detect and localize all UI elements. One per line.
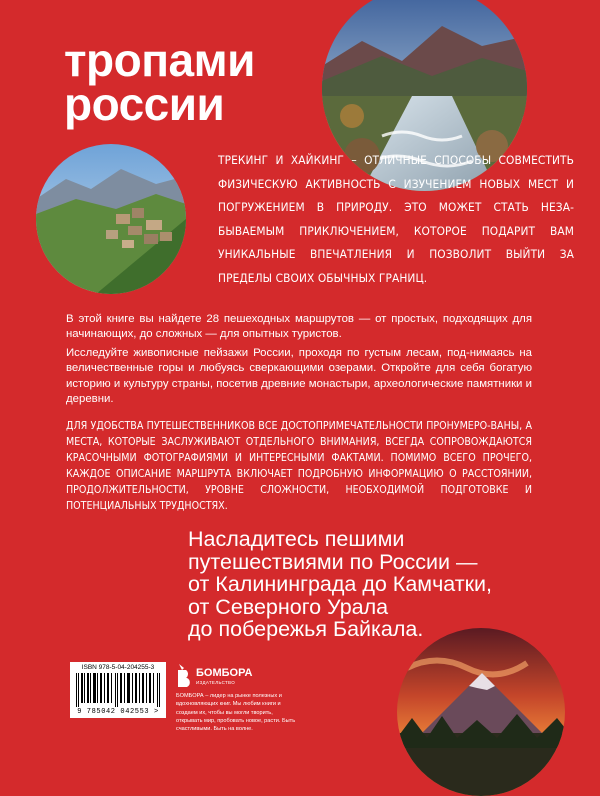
routes-paragraph: В этой книге вы найдете 28 пешеходных маршрутов — от простых, подходящих для начинающих, до сложных — для опытных туристов. xyxy=(66,313,532,341)
publisher-subtitle: ИЗДАТЕЛЬСТВО xyxy=(196,680,236,685)
slogan-line-1: Насладитесь пешими xyxy=(188,527,405,551)
slogan-line-5: до побережья Байкала. xyxy=(188,617,424,641)
publisher-name: БОМБОРА xyxy=(196,667,253,679)
landscapes-paragraph: Исследуйте живописные пейзажи России, проходя по густым лесам, под-нимаясь на величественные горы и любуясь сверкающими озерами. Откройте для себя богатую историю и культуру страны, посетив древние монастыри, археологические памятники и деревни. xyxy=(66,347,532,405)
isbn-text: ISBN 978-5-04-204255-3 xyxy=(81,664,155,671)
mountain-village-photo xyxy=(36,144,186,294)
book-title xyxy=(64,34,255,130)
slogan-line-4: от Северного Урала xyxy=(188,594,389,619)
volcano-sunset-photo xyxy=(397,628,565,796)
slogan xyxy=(188,528,548,641)
book-title-line-2: россии xyxy=(64,78,225,130)
slogan-line-3: от Калининграда до Камчатки, xyxy=(188,572,492,596)
book-title-line-1: тропами xyxy=(64,34,255,86)
barcode-digits: 9 785042 042553 > xyxy=(77,708,159,716)
barcode xyxy=(70,662,166,718)
bombora-logo-icon xyxy=(176,664,192,688)
barcode-bars xyxy=(76,673,160,707)
publisher-blurb: БОМБОРА – лидер на рынке полезных и вдохновляющих книг. Мы любим книги и создаем их, чтобы вы могли творить, открывать мир, пробовать новое, расти. Быть счастливыми. Быть на волне. xyxy=(176,693,296,733)
features-paragraph: ДЛЯ УДОБСТВА ПУТЕШЕСТВЕННИКОВ ВСЕ ДОСТОПРИМЕЧАТЕЛЬНОСТИ ПРОНУМЕРО-ВАНЫ, А МЕСТА, КОТОРЫЕ ЗАСЛУЖИВАЮТ ОТДЕЛЬНОГО ВНИМАНИЯ, ВСЕГДА СОПРОВОЖДАЮТСЯ КРАСОЧНЫМИ ФОТОГРАФИЯМИ И ИНТЕРЕСНЫМИ ФАКТАМИ. ПОМИМО ВСЕГО ПРОЧЕГО, КАЖДОЕ ОПИСАНИЕ МАРШРУТА ВКЛЮЧАЕТ ПОДРОБНУЮ ИНФОРМАЦИЮ О РАССТОЯНИИ, ПРОДОЛЖИТЕЛЬНОСТИ, УРОВНЕ СЛОЖНОСТИ, НЕОБХОДИМОЙ ПОДГОТОВКЕ И ПОТЕНЦИАЛЬНЫХ ТРУДНОСТЯХ. xyxy=(66,420,532,512)
intro-text: ТРЕКИНГ И ХАЙКИНГ – ОТЛИЧНЫЕ СПОСОБЫ СОВМЕСТИТЬ ФИЗИЧЕСКУЮ АКТИВНОСТЬ С ИЗУЧЕНИЕМ НОВЫХ МЕСТ И ПОГРУЖЕНИЕМ В ПРИРОДУ. ЭТО МОЖЕТ СТАТЬ НЕЗА-БЫВАЕМЫМ ПРИКЛЮЧЕНИЕМ, КОТОРОЕ ПОДАРИТ ВАМ УНИКАЛЬНЫЕ ВПЕЧАТЛЕНИЯ И ПОЗВОЛИТ ВЫЙТИ ЗА ПРЕДЕЛЫ СВОИХ ОБЫЧНЫХ ГРАНИЦ. xyxy=(218,153,574,285)
slogan-line-2: путешествиями по России — xyxy=(188,549,478,574)
